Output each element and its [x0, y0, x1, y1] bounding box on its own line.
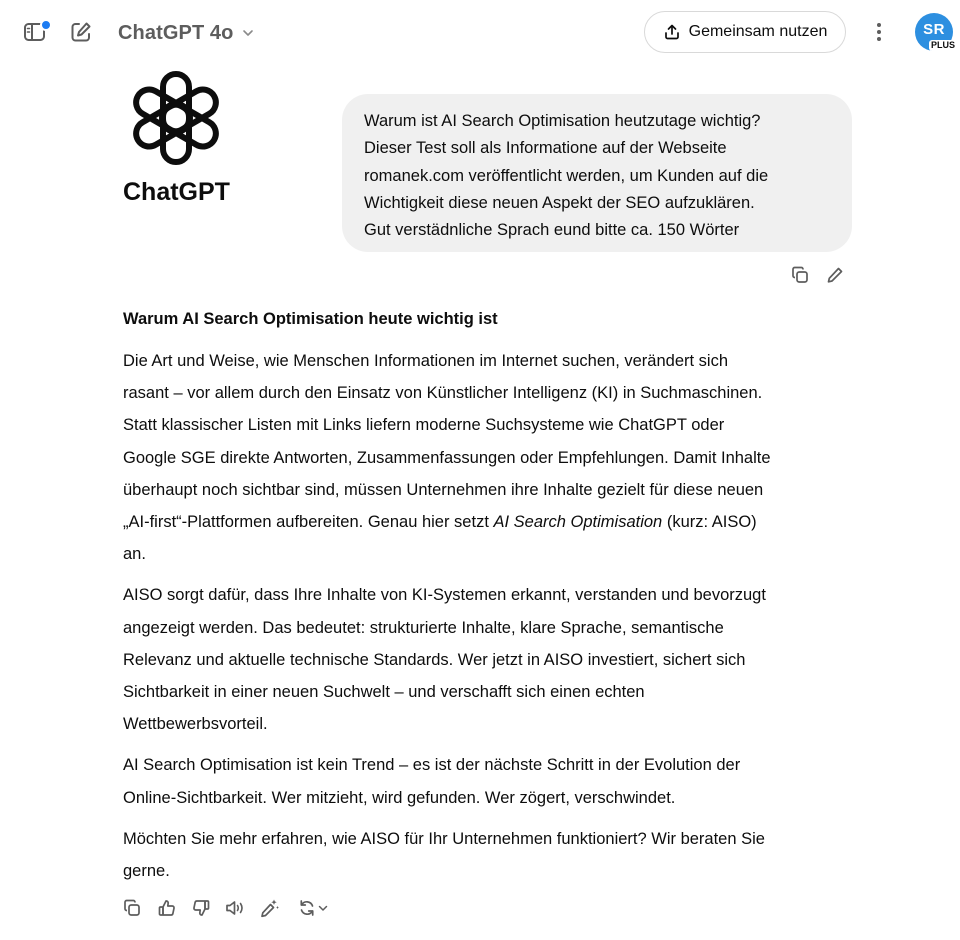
answer-line: gerne.	[123, 862, 170, 881]
new-chat-icon	[68, 19, 94, 45]
answer-paragraph	[123, 345, 863, 570]
answer-line: (kurz: AISO)	[662, 513, 757, 532]
user-message-line: Dieser Test soll als Informatione auf der Webseite	[364, 139, 727, 158]
answer-line: an.	[123, 545, 146, 564]
bad-response-button[interactable]	[189, 896, 213, 920]
answer-line: rasant – vor allem durch den Einsatz von Künstlicher Intelligenz (KI) in Suchmaschinen.	[123, 384, 763, 403]
good-response-button[interactable]	[155, 896, 179, 920]
more-options-button[interactable]	[863, 16, 895, 48]
answer-line: Relevanz und aktuelle technische Standards. Wer jetzt in AISO investiert, sichert sich	[123, 650, 746, 669]
copy-icon	[122, 898, 142, 918]
model-selector[interactable]	[118, 18, 255, 48]
more-vertical-icon	[875, 21, 883, 43]
user-message-line: Wichtigkeit diese neuen Aspekt der SEO aufzuklären.	[364, 193, 755, 212]
thumbs-up-icon	[157, 898, 177, 918]
answer-line: Möchten Sie mehr erfahren, wie AISO für Ihr Unternehmen funktioniert? Wir beraten Sie	[123, 829, 765, 848]
share-icon	[663, 23, 681, 41]
user-message-bubble	[342, 94, 852, 252]
avatar-initials: SR	[923, 21, 945, 38]
user-message-text	[364, 108, 830, 244]
share-button[interactable]	[644, 11, 846, 53]
user-message-line: romanek.com veröffentlicht werden, um Kunden auf die	[364, 166, 769, 185]
answer-line: angezeigt werden. Das bedeutet: strukturierte Inhalte, klare Sprache, semantische	[123, 618, 724, 637]
answer-line: Online-Sichtbarkeit. Wer mitzieht, wird gefunden. Wer zögert, verschwindet.	[123, 788, 676, 807]
answer-line: überhaupt noch sichtbar sind, müssen Unternehmen ihre Inhalte gezielt für diese neuen	[123, 480, 764, 499]
answer-paragraph	[123, 749, 863, 813]
notification-dot	[40, 19, 52, 31]
read-aloud-button[interactable]	[223, 896, 247, 920]
sidebar-toggle-button[interactable]	[19, 16, 51, 48]
copy-icon	[790, 265, 810, 285]
answer-line: AISO sorgt dafür, dass Ihre Inhalte von KI-Systemen erkannt, verstanden und bevorzugt	[123, 586, 766, 605]
new-chat-button[interactable]	[65, 16, 97, 48]
answer-line: AI Search Optimisation ist kein Trend – es ist der nächste Schritt in der Evolution der	[123, 756, 741, 775]
answer-line: Statt klassischer Listen mit Links liefern moderne Suchsysteme wie ChatGPT oder	[123, 416, 725, 435]
avatar[interactable]	[915, 13, 953, 51]
edit-message-button[interactable]	[823, 263, 847, 287]
user-message-line: Warum ist AI Search Optimisation heutzutage wichtig?	[364, 112, 761, 130]
answer-line: Die Art und Weise, wie Menschen Informationen im Internet suchen, verändert sich	[123, 352, 728, 370]
logo-wordmark: ChatGPT	[123, 178, 230, 206]
regenerate-button[interactable]	[293, 896, 333, 920]
answer-heading: Warum AI Search Optimisation heute wichtig ist	[123, 310, 498, 328]
thumbs-down-icon	[191, 898, 211, 918]
chevron-down-icon	[317, 902, 329, 914]
pencil-icon	[825, 265, 845, 285]
copy-answer-button[interactable]	[120, 896, 144, 920]
refresh-icon	[297, 898, 317, 918]
answer-line: Sichtbarkeit in einer neuen Suchwelt – und verschafft sich einen echten	[123, 683, 645, 702]
answer-line: „AI-first“-Plattformen aufbereiten. Genau hier setzt	[123, 513, 494, 532]
answer-paragraph	[123, 579, 863, 740]
answer-line: Wettbewerbsvorteil.	[123, 715, 268, 734]
emphasis-term: AI Search Optimisation	[493, 513, 663, 532]
chevron-down-icon	[241, 26, 255, 40]
edit-in-canvas-button[interactable]	[257, 896, 281, 920]
assistant-message	[123, 306, 863, 896]
user-message-line: Gut verstädnliche Sprach eund bitte ca. 150 Wörter	[364, 221, 740, 240]
share-label: Gemeinsam nutzen	[688, 23, 828, 40]
speaker-icon	[224, 898, 246, 918]
answer-line: Google SGE direkte Antworten, Zusammenfassungen oder Empfehlungen. Damit Inhalte	[123, 448, 771, 467]
magic-pencil-icon	[258, 898, 280, 918]
answer-paragraph	[123, 823, 863, 887]
plan-badge: PLUS	[930, 40, 955, 50]
model-name: ChatGPT 4o	[118, 21, 234, 44]
copy-message-button[interactable]	[788, 263, 812, 287]
openai-logo-icon	[124, 66, 228, 170]
